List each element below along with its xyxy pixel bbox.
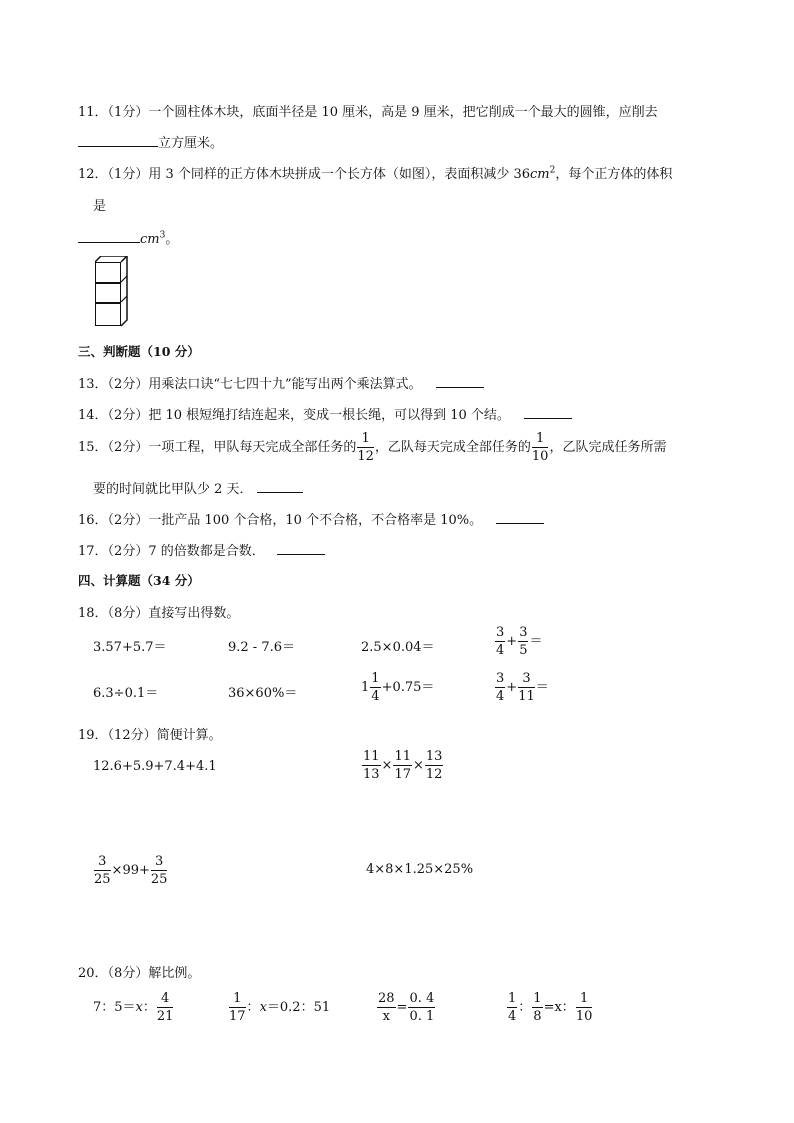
q18-expr-3: 2.5×0.04＝ (361, 640, 435, 655)
q18-expr-4: $\frac{3}{4}$ + $\frac{3}{5}$ ＝ (496, 625, 543, 658)
unit-cm-cubed: cm (140, 232, 160, 247)
answer-blank-14[interactable] (524, 406, 572, 419)
question-11-line-1: 11．（1分）一个圆柱体木块，底面半径是 10 厘米，高是 9 厘米，把它削成一个最大的圆锥，应削去 (78, 105, 658, 120)
section-4-heading: 四、计算题（34 分） (78, 573, 200, 588)
q19-expr-4: 4×8×1.25×25% (366, 862, 474, 877)
q20-expr-1: 7：5＝x： $\frac{4}{21}$ (93, 991, 174, 1024)
question-17-text: 17．（2分）7 的倍数都是合数． (78, 544, 265, 559)
question-15-line-2 (93, 478, 303, 497)
q20-expr-4: $\frac{1}{4}$ ： $\frac{1}{8}$ =x： $\frac{1}{10}$ (508, 991, 593, 1024)
question-14 (78, 404, 572, 423)
q18-expr-5: 6.3÷0.1＝ (93, 686, 159, 701)
q19-expr-1: 12.6+5.9+7.4+4.1 (93, 759, 217, 774)
question-15-text-d: 要的时间就比甲队少 2 天． (93, 482, 253, 497)
q20-expr-3: $\frac{28}{x}$ = $\frac{0. 4}{0. 1}$ (378, 991, 435, 1024)
question-12-line-3 (78, 228, 178, 247)
cube-depth-lines (95, 256, 129, 328)
question-15-text-b: ，乙队每天完成全部任务的 (374, 440, 531, 455)
question-12-line-1 (78, 163, 672, 182)
question-12-text-b: ，每个正方体的体积 (555, 167, 673, 182)
question-15-text-a: 15．（2分）一项工程，甲队每天完成全部任务的 (78, 440, 357, 455)
question-11-suffix: 立方厘米。 (158, 136, 224, 151)
q19-expr-2: $\frac{11}{13}$ × $\frac{11}{17}$ × $\frac{13}{12}$ (363, 749, 443, 782)
fraction-1-12: $\frac{1}{12}$ (357, 431, 374, 464)
question-20-title: 20．（8分）解比例。 (78, 966, 201, 981)
answer-blank-12[interactable] (78, 230, 140, 243)
unit-cm: cm (530, 167, 550, 182)
question-12-text-a: 12．（1分）用 3 个同样的正方体木块拼成一个长方体（如图），表面积减少 36 (78, 167, 531, 182)
fraction-1-10: $\frac{1}{10}$ (531, 431, 549, 464)
q18-expr-1: 3.57+5.7＝ (93, 640, 167, 655)
question-14-text: 14．（2分）把 10 根短绳打结连起来，变成一根长绳，可以得到 10 个结。 (78, 408, 510, 423)
q20-expr-2: $\frac{1}{17}$ ：x＝0.2：51 (229, 991, 331, 1024)
question-12-line-2: 是 (93, 199, 107, 214)
question-11-line-2 (78, 132, 223, 151)
q19-expr-3: $\frac{3}{25}$ ×99+ $\frac{3}{25}$ (94, 854, 168, 887)
q18-expr-2: 9.2 - 7.6＝ (228, 640, 296, 655)
question-18-title: 18．（8分）直接写出得数。 (78, 606, 240, 621)
answer-blank-17[interactable] (277, 542, 325, 555)
answer-blank-15[interactable] (257, 480, 303, 493)
question-19-title: 19．（12分）简便计算。 (78, 728, 222, 743)
question-16-text: 16．（2分）一批产品 100 个合格，10 个不合格，不合格率是 10%。 (78, 513, 483, 528)
question-16 (78, 509, 544, 528)
question-13-text: 13．（2分）用乘法口诀“七七四十九”能写出两个乘法算式。 (78, 377, 422, 392)
unit-exponent-3: 3 (159, 230, 166, 241)
q18-expr-7: 1 $\frac{1}{4}$ +0.75＝ (361, 671, 435, 704)
section-3-heading: 三、判断题（10 分） (78, 344, 200, 359)
question-15-text-c: ，乙队完成任务所需 (549, 440, 667, 455)
answer-blank-16[interactable] (496, 511, 544, 524)
unit-exponent-2: 2 (549, 165, 556, 176)
question-13 (78, 373, 484, 392)
answer-blank-11[interactable] (78, 134, 158, 147)
answer-blank-13[interactable] (436, 375, 484, 388)
question-15-line-1 (78, 432, 666, 463)
question-12-end: 。 (165, 232, 179, 247)
q18-expr-6: 36×60%＝ (228, 686, 298, 701)
question-17 (78, 540, 325, 559)
q18-expr-8: $\frac{3}{4}$ + $\frac{3}{11}$ ＝ (496, 671, 549, 704)
